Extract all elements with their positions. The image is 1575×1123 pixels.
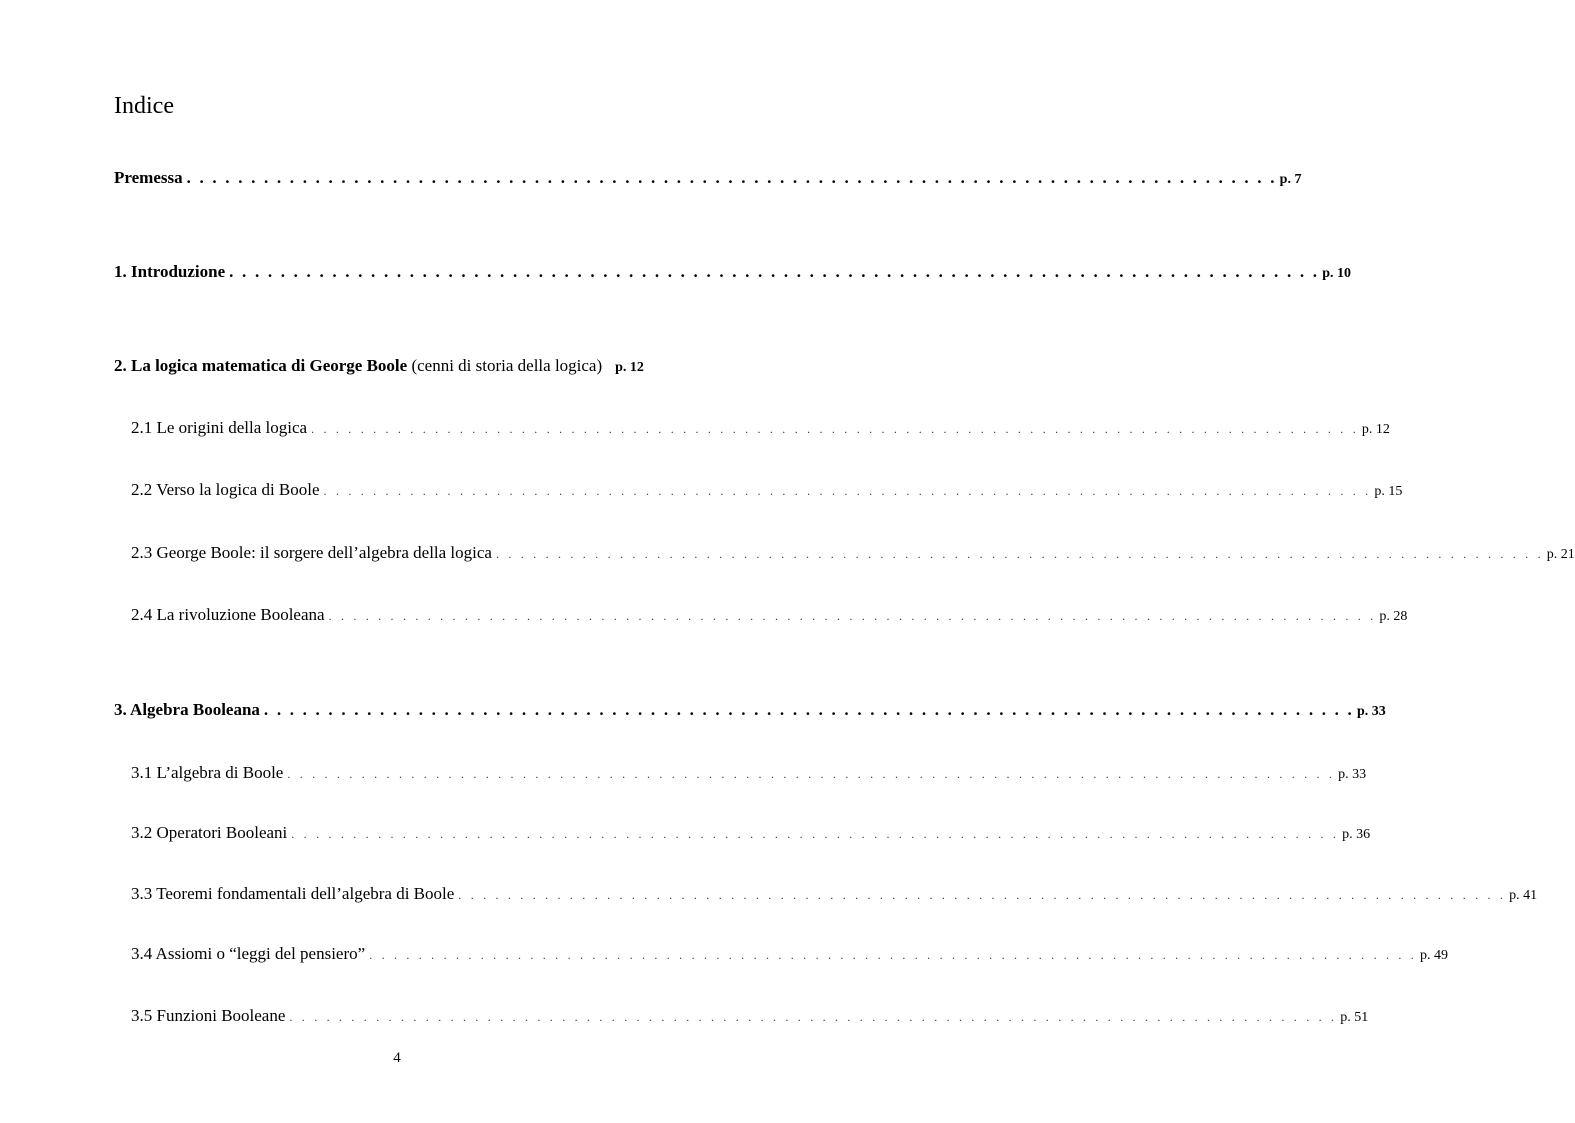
toc-entry-label: 3.5 Funzioni Booleane	[131, 1006, 286, 1025]
toc-page-number: p. 51	[1340, 1010, 1369, 1025]
toc-page-number: p. 28	[1379, 609, 1408, 624]
dot-leader: . . . . . . . . . . . . . . . . . . . . . . . . . . . . . . . . . . . . . . . . . . . . . . . . . . . . . . . . . . . . . . . . . . . . . . . . . . . . . . . . . . . . .	[495, 547, 1544, 561]
dot-leader: . . . . . . . . . . . . . . . . . . . . . . . . . . . . . . . . . . . . . . . . . . . . . . . . . . . . . . . . . . . . . . . . . . . . . . . . . . . . . . . . . . . . .	[287, 767, 1336, 781]
toc-page-number: p. 12	[1361, 422, 1390, 437]
toc-entry-2-3[interactable]	[131, 543, 1575, 564]
toc-entry-label: 2.2 Verso la logica di Boole	[131, 480, 320, 499]
toc-entry-3-3[interactable]	[131, 884, 1538, 905]
toc-entry-label-bold: 2. La logica matematica di George Boole	[114, 356, 408, 375]
toc-entry-3-4[interactable]	[131, 944, 1448, 965]
toc-page-number: p. 7	[1279, 172, 1302, 187]
toc-page-number: p. 21	[1546, 547, 1575, 562]
toc-page-number: p. 33	[1338, 767, 1367, 782]
toc-entry-label: Premessa	[114, 168, 183, 187]
page-number: 4	[393, 1050, 401, 1066]
toc-entry-introduzione[interactable]	[114, 262, 1352, 283]
toc-entry-label: 1. Introduzione	[114, 262, 226, 281]
toc-entry-label: 3.3 Teoremi fondamentali dell’algebra di Boole	[131, 884, 455, 903]
dot-leader: . . . . . . . . . . . . . . . . . . . . . . . . . . . . . . . . . . . . . . . . . . . . . . . . . . . . . . . . . . . . . . . . . . . . . . . . . . . . . . . . . . . . .	[291, 827, 1340, 841]
toc-entry-3-2[interactable]	[131, 823, 1371, 844]
toc-entry-3-1[interactable]	[131, 763, 1367, 784]
dot-leader: . . . . . . . . . . . . . . . . . . . . . . . . . . . . . . . . . . . . . . . . . . . . . . . . . . . . . . . . . . . . . . . . . . . . . . . . . . . . . . . . . . . . .	[458, 888, 1507, 902]
toc-entry-premessa[interactable]	[114, 168, 1302, 189]
dot-leader: . . . . . . . . . . . . . . . . . . . . . . . . . . . . . . . . . . . . . . . . . . . . . . . . . . . . . . . . . . . . . . . . . . . . . . . . . . . . . . . . . . . . .	[328, 609, 1377, 623]
dot-leader: . . . . . . . . . . . . . . . . . . . . . . . . . . . . . . . . . . . . . . . . . . . . . . . . . . . . . . . . . . . . . . . . . . . . . . . . . . . . . . . . . . . . .	[229, 262, 1320, 281]
toc-page-number: p. 10	[1322, 266, 1352, 281]
dot-leader: . . . . . . . . . . . . . . . . . . . . . . . . . . . . . . . . . . . . . . . . . . . . . . . . . . . . . . . . . . . . . . . . . . . . . . . . . . . . . . . . . . . . .	[369, 948, 1417, 962]
toc-page-number: p. 41	[1509, 888, 1538, 903]
toc-entry-label: 3.2 Operatori Booleani	[131, 823, 288, 842]
toc-entry-label: 2.3 George Boole: il sorgere dell’algebra della logica	[131, 543, 492, 562]
toc-page-number: p. 15	[1374, 484, 1403, 499]
dot-leader: . . . . . . . . . . . . . . . . . . . . . . . . . . . . . . . . . . . . . . . . . . . . . . . . . . . . . . . . . . . . . . . . . . . . . . . . . . . . . . . . . . . . .	[263, 700, 1354, 719]
toc-entry-label: 3.1 L’algebra di Boole	[131, 763, 284, 782]
toc-page-number: p. 33	[1356, 704, 1386, 719]
toc-entry-3-5[interactable]	[131, 1006, 1369, 1027]
dot-leader: . . . . . . . . . . . . . . . . . . . . . . . . . . . . . . . . . . . . . . . . . . . . . . . . . . . . . . . . . . . . . . . . . . . . . . . . . . . . . . . . . . . . .	[186, 168, 1277, 187]
toc-page-number: p. 49	[1420, 948, 1448, 963]
toc-entry-label: 3.4 Assiomi o “leggi del pensiero”	[131, 944, 366, 963]
page-title: Indice	[114, 93, 174, 119]
toc-entry-chapter-2[interactable]	[114, 356, 698, 377]
dot-leader: . . . . . . . . . . . . . . . . . . . . . . . . . . . . . . . . . . . . . . . . . . . . . . . . . . . . . . . . . . . . . . . . . . . . . . . . . . . . . . . . . . . . .	[289, 1010, 1338, 1024]
toc-page-number: p. 36	[1342, 827, 1371, 842]
toc-entry-label	[114, 356, 602, 376]
toc-entry-2-2[interactable]	[131, 480, 1403, 501]
toc-entry-2-4[interactable]	[131, 605, 1408, 626]
toc-entry-label: 3. Algebra Booleana	[114, 700, 260, 719]
toc-entry-label: 2.1 Le origini della logica	[131, 418, 308, 437]
toc-entry-label: 2.4 La rivoluzione Booleana	[131, 605, 325, 624]
dot-leader: . . . . . . . . . . . . . . . . . . . . . . . . . . . . . . . . . . . . . . . . . . . . . . . . . . . . . . . . . . . . . . . . . . . . . . . . . . . . . . . . . . . . .	[311, 422, 1359, 436]
toc-entry-label-subtitle: (cenni di storia della logica)	[407, 356, 603, 375]
toc-entry-2-1[interactable]	[131, 418, 1390, 439]
toc-entry-chapter-3[interactable]	[114, 700, 1386, 721]
dot-leader: . . . . . . . . . . . . . . . . . . . . . . . . . . . . . . . . . . . . . . . . . . . . . . . . . . . . . . . . . . . . . . . . . . . . . . . . . . . . . . . . . . . . .	[323, 484, 1372, 498]
toc-page-number: p. 12	[615, 360, 644, 375]
